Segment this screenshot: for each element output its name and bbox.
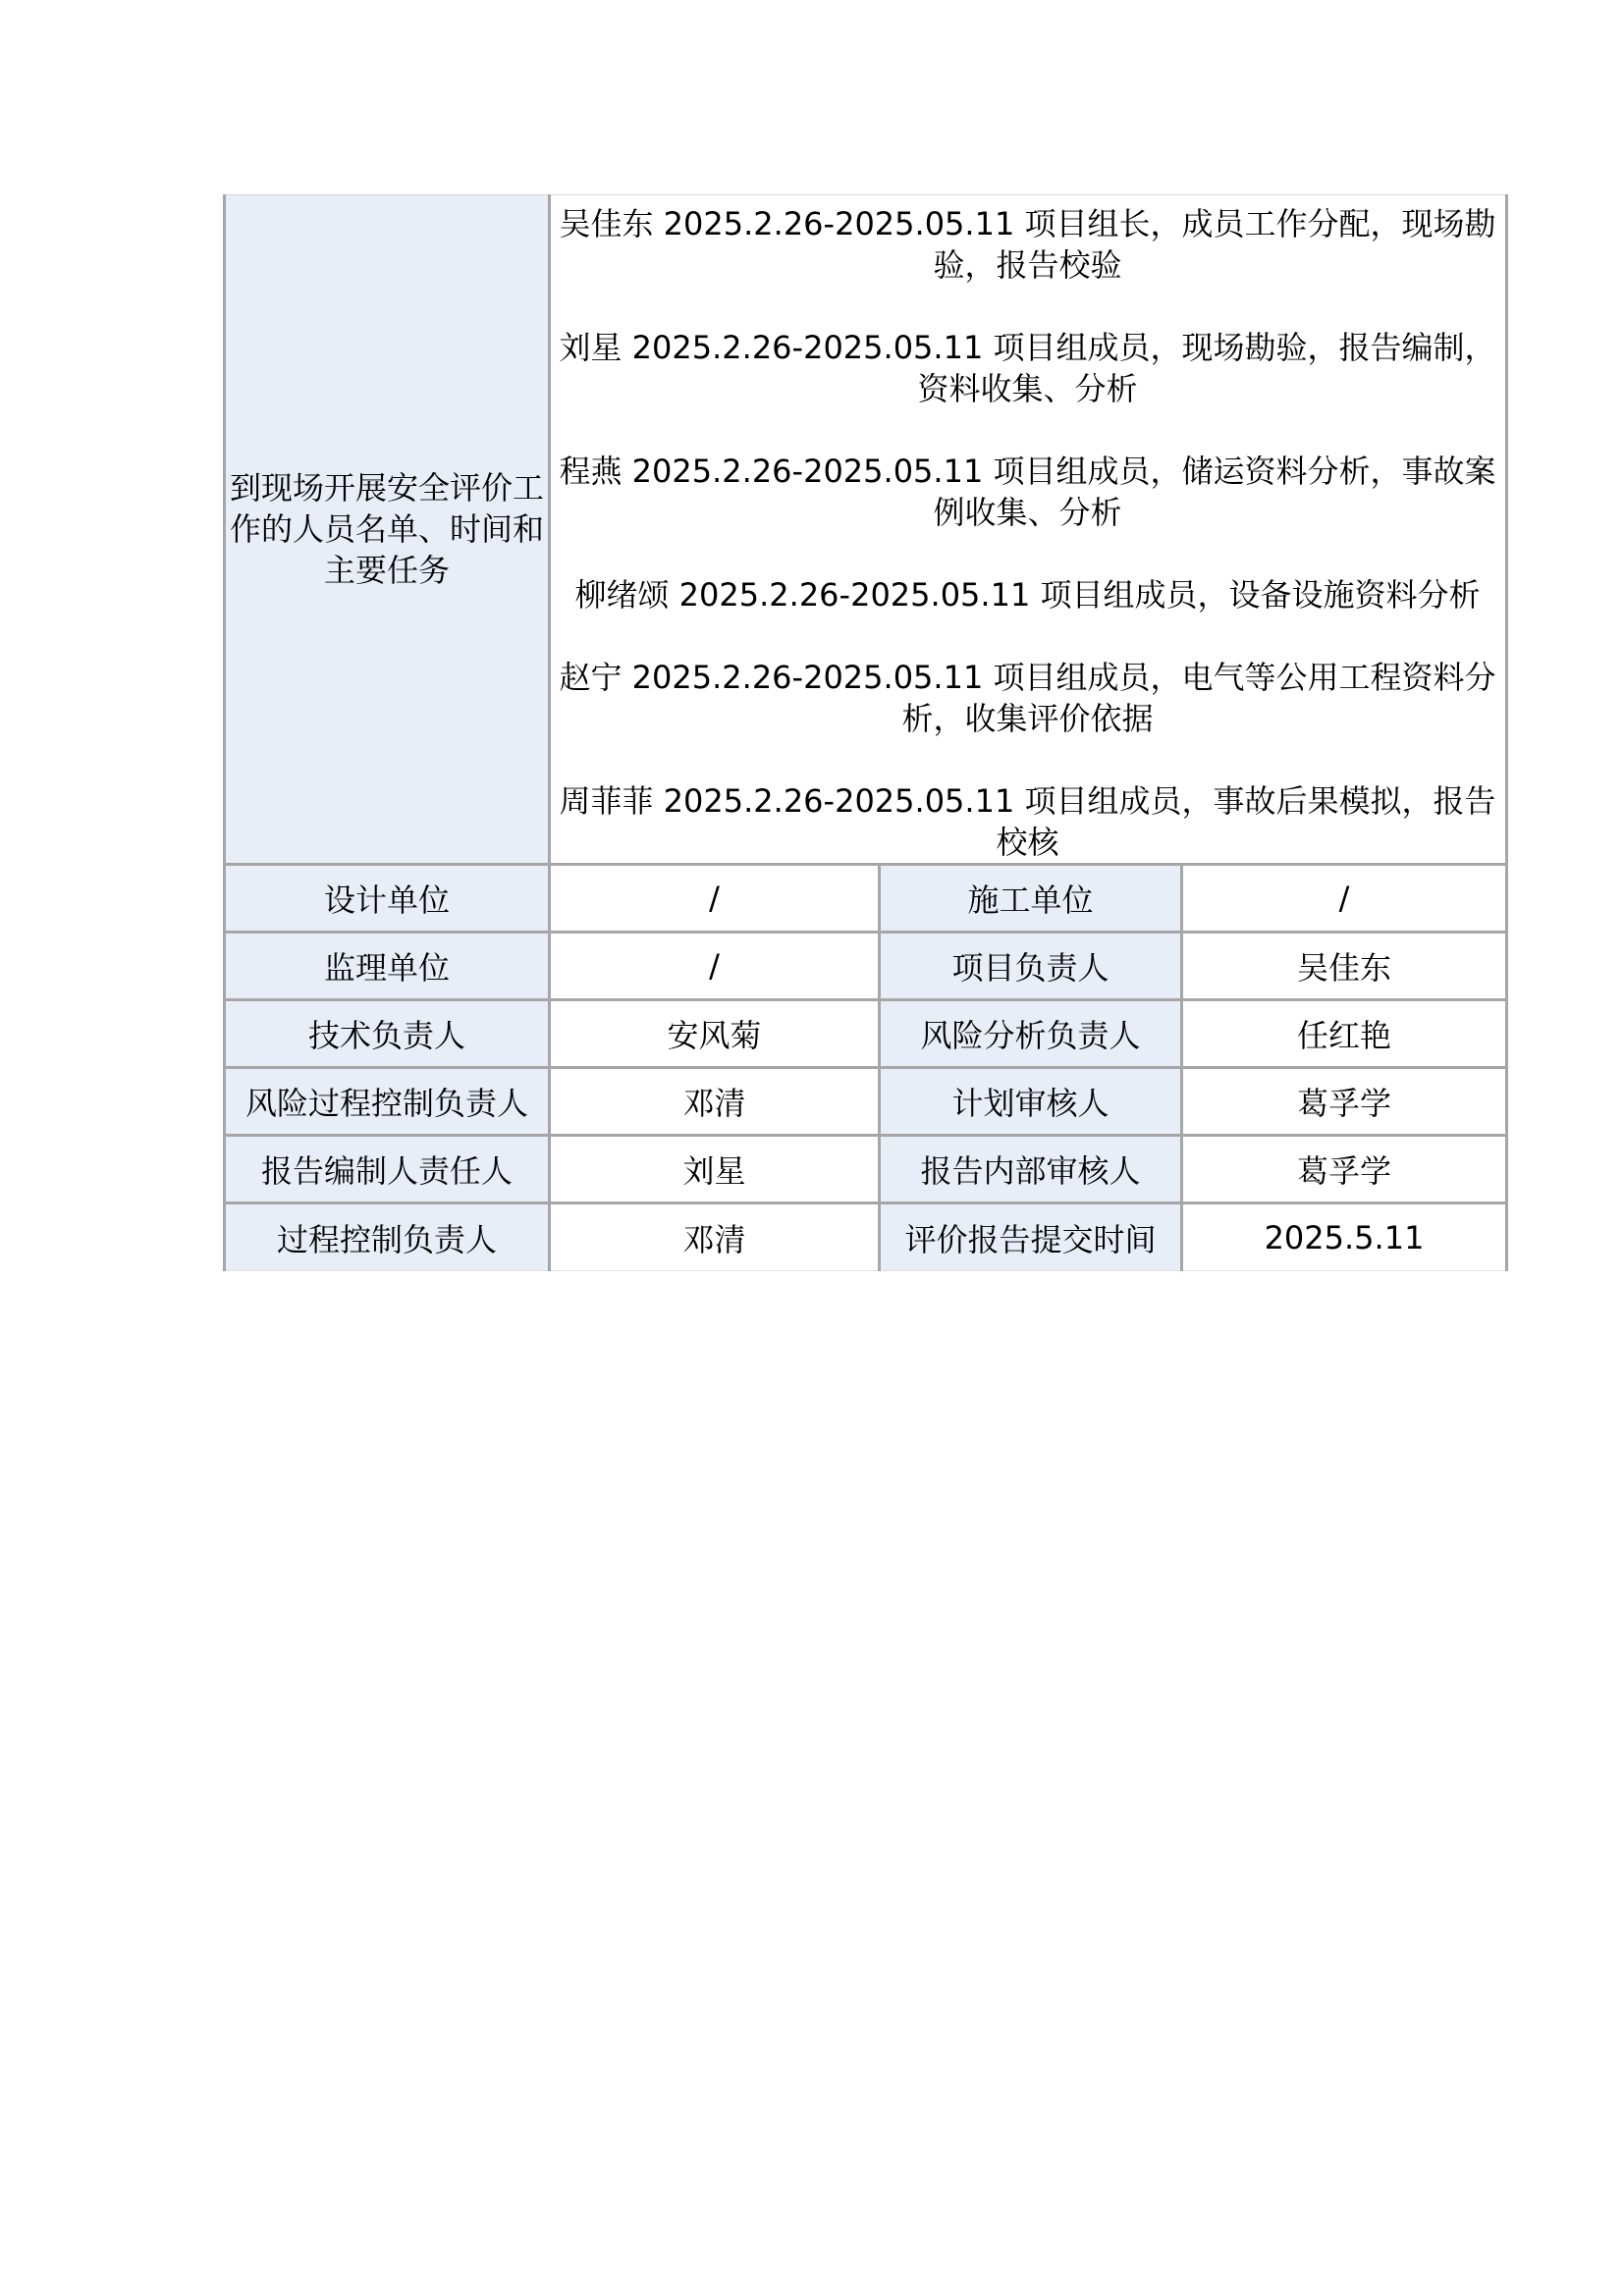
table-row-personnel	[225, 195, 1507, 865]
construction-unit-label: 施工单位	[880, 865, 1182, 933]
plan-reviewer-label: 计划审核人	[880, 1068, 1182, 1136]
personnel-entry-6: 周菲菲 2025.2.26-2025.05.11 项目组成员，事故后果模拟，报告校核	[559, 782, 1496, 861]
project-leader-label: 项目负责人	[880, 933, 1182, 1000]
report-author-label: 报告编制人责任人	[225, 1136, 550, 1203]
personnel-entry-5: 赵宁 2025.2.26-2025.05.11 项目组成员，电气等公用工程资料分析，收集评价依据	[559, 659, 1496, 737]
design-unit-value: /	[550, 865, 880, 933]
construction-unit-value: /	[1182, 865, 1507, 933]
process-control-lead-value: 邓清	[550, 1203, 880, 1271]
table-row	[225, 865, 1507, 933]
table-row	[225, 1203, 1507, 1271]
design-unit-label: 设计单位	[225, 865, 550, 933]
risk-analysis-lead-value: 任红艳	[1182, 1000, 1507, 1068]
personnel-entry-2: 刘星 2025.2.26-2025.05.11 项目组成员，现场勘验，报告编制，资料收集、分析	[559, 329, 1496, 407]
report-submit-time-value: 2025.5.11	[1182, 1203, 1507, 1271]
project-leader-value: 吴佳东	[1182, 933, 1507, 1000]
personnel-entry-4: 柳绪颂 2025.2.26-2025.05.11 项目组成员，设备设施资料分析	[574, 576, 1481, 614]
risk-process-control-lead-value: 邓清	[550, 1068, 880, 1136]
internal-reviewer-value: 葛孚学	[1182, 1136, 1507, 1203]
supervision-unit-label: 监理单位	[225, 933, 550, 1000]
site-personnel-content	[550, 195, 1507, 865]
project-info-table	[223, 194, 1508, 1271]
site-personnel-label: 到现场开展安全评价工作的人员名单、时间和主要任务	[225, 195, 550, 865]
supervision-unit-value: /	[550, 933, 880, 1000]
report-submit-time-label: 评价报告提交时间	[880, 1203, 1182, 1271]
table-row	[225, 1068, 1507, 1136]
internal-reviewer-label: 报告内部审核人	[880, 1136, 1182, 1203]
risk-analysis-lead-label: 风险分析负责人	[880, 1000, 1182, 1068]
table-row	[225, 1000, 1507, 1068]
personnel-entry-1: 吴佳东 2025.2.26-2025.05.11 项目组长，成员工作分配，现场勘验，报告校验	[559, 205, 1496, 284]
table-row	[225, 933, 1507, 1000]
process-control-lead-label: 过程控制负责人	[225, 1203, 550, 1271]
report-author-value: 刘星	[550, 1136, 880, 1203]
risk-process-control-lead-label: 风险过程控制负责人	[225, 1068, 550, 1136]
table-row	[225, 1136, 1507, 1203]
personnel-entry-3: 程燕 2025.2.26-2025.05.11 项目组成员，储运资料分析，事故案例收集、分析	[559, 453, 1496, 531]
plan-reviewer-value: 葛孚学	[1182, 1068, 1507, 1136]
technical-lead-value: 安风菊	[550, 1000, 880, 1068]
technical-lead-label: 技术负责人	[225, 1000, 550, 1068]
